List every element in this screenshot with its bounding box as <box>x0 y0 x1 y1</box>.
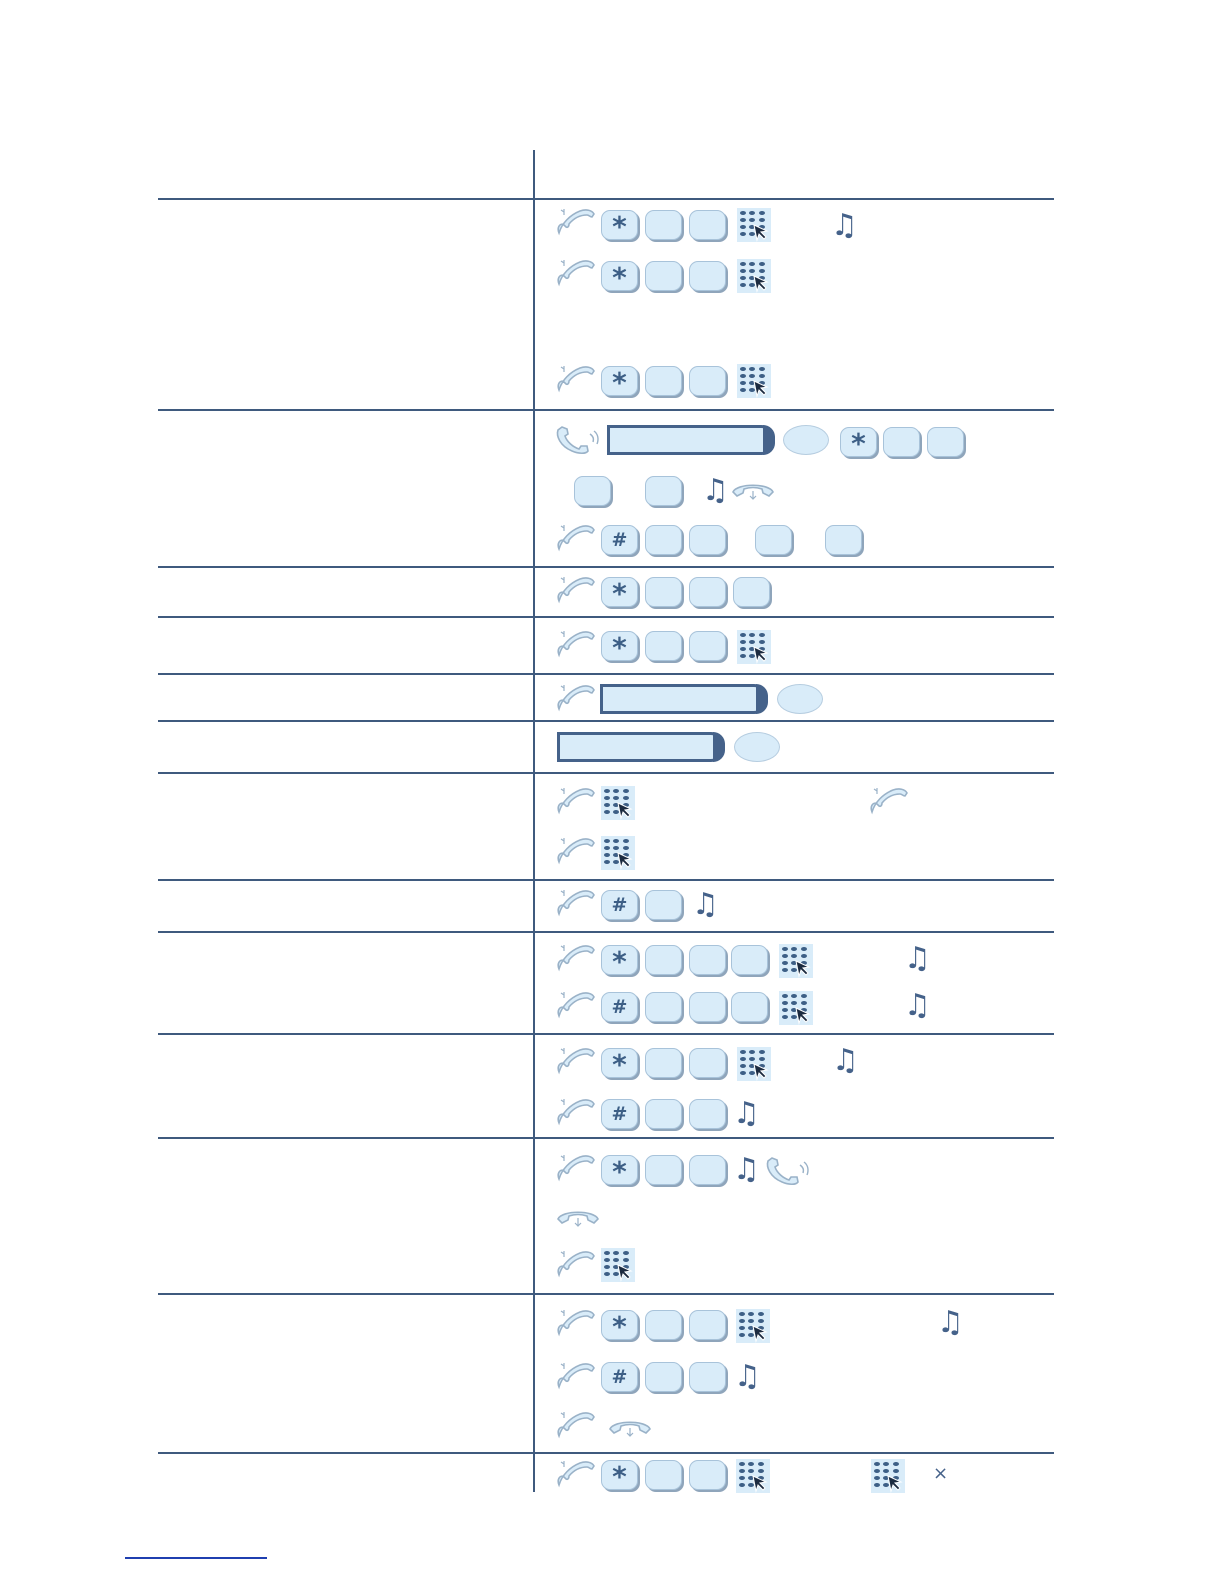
handset-lift-icon <box>556 1410 596 1442</box>
row-divider <box>158 1033 1054 1035</box>
digit-key <box>731 945 768 975</box>
handset-lift-icon <box>556 990 596 1022</box>
display-field <box>607 425 775 455</box>
star-key: * <box>601 945 638 975</box>
digit-key <box>689 1048 726 1078</box>
row-divider <box>158 931 1054 933</box>
display-field <box>557 732 725 762</box>
handset-hangup-icon <box>556 1205 600 1229</box>
star-key: * <box>601 261 638 291</box>
tone-note-icon: ♫ <box>733 1096 760 1131</box>
row-divider <box>158 409 1054 411</box>
tone-note-icon: ♫ <box>832 1043 859 1078</box>
digit-key <box>645 992 682 1022</box>
tone-note-icon: ♫ <box>904 988 931 1023</box>
footer-link-underline <box>125 1557 267 1559</box>
row-divider <box>158 1137 1054 1139</box>
star-key: * <box>840 427 877 457</box>
keypad-dial-icon <box>601 786 635 820</box>
handset-lift-icon <box>556 1249 596 1281</box>
handset-ringing-icon <box>554 424 602 456</box>
tone-note-icon: ♫ <box>904 941 931 976</box>
digit-key <box>645 366 682 396</box>
column-divider <box>533 150 535 1492</box>
keypad-dial-icon <box>737 1047 771 1081</box>
digit-key <box>689 1099 726 1129</box>
digit-key <box>645 1155 682 1185</box>
digit-key <box>645 476 682 506</box>
keypad-dial-icon <box>601 1248 635 1282</box>
star-key: * <box>601 366 638 396</box>
handset-hangup-icon <box>731 478 775 502</box>
handset-lift-icon <box>556 836 596 868</box>
display-field <box>600 684 768 714</box>
keypad-dial-icon <box>737 630 771 664</box>
digit-key <box>883 427 920 457</box>
row-divider <box>158 616 1054 618</box>
digit-key <box>645 1048 682 1078</box>
handset-lift-icon <box>556 575 596 607</box>
star-key: * <box>601 1460 638 1490</box>
star-key: * <box>601 1048 638 1078</box>
digit-key <box>731 992 768 1022</box>
digit-key <box>755 525 792 555</box>
keypad-dial-icon <box>737 364 771 398</box>
row-divider <box>158 772 1054 774</box>
handset-lift-icon <box>556 888 596 920</box>
star-key: * <box>601 210 638 240</box>
digit-key <box>574 476 611 506</box>
digit-key <box>733 577 770 607</box>
hash-key: # <box>601 1362 638 1392</box>
keypad-dial-icon <box>779 944 813 978</box>
handset-lift-icon <box>556 786 596 818</box>
digit-key <box>825 525 862 555</box>
handset-lift-icon <box>556 683 596 715</box>
digit-key <box>645 261 682 291</box>
star-key: * <box>601 577 638 607</box>
hash-key: # <box>601 992 638 1022</box>
handset-lift-icon <box>556 1459 596 1491</box>
keypad-dial-icon <box>601 836 635 870</box>
handset-lift-icon <box>556 1308 596 1340</box>
digit-key <box>689 261 726 291</box>
handset-lift-icon <box>556 364 596 396</box>
row-divider <box>158 1452 1054 1454</box>
digit-key <box>645 577 682 607</box>
digit-key <box>645 1310 682 1340</box>
digit-key <box>689 1362 726 1392</box>
row-divider <box>158 720 1054 722</box>
row-divider <box>158 1293 1054 1295</box>
handset-lift-icon <box>556 207 596 239</box>
keypad-dial-icon <box>779 991 813 1025</box>
keypad-dial-icon <box>737 208 771 242</box>
digit-key <box>689 945 726 975</box>
digit-key <box>689 210 726 240</box>
handset-lift-icon <box>556 943 596 975</box>
digit-key <box>645 945 682 975</box>
digit-key <box>645 525 682 555</box>
row-divider <box>158 673 1054 675</box>
digit-key <box>645 631 682 661</box>
handset-lift-icon <box>556 1153 596 1185</box>
handset-lift-icon <box>556 1097 596 1129</box>
digit-key <box>689 366 726 396</box>
digit-key <box>689 992 726 1022</box>
digit-key <box>927 427 964 457</box>
handset-lift-icon <box>556 523 596 555</box>
digit-key <box>689 1155 726 1185</box>
keypad-dial-icon <box>736 1309 770 1343</box>
digit-key <box>645 890 682 920</box>
hash-key: # <box>601 1099 638 1129</box>
keypad-dial-icon <box>871 1459 905 1493</box>
tone-note-icon: ♫ <box>733 1152 760 1187</box>
digit-key <box>689 631 726 661</box>
hash-key: # <box>601 525 638 555</box>
cross-icon: × <box>933 1463 949 1484</box>
digit-key <box>689 1460 726 1490</box>
function-key-oval <box>777 684 823 714</box>
digit-key <box>689 1310 726 1340</box>
star-key: * <box>601 1310 638 1340</box>
star-key: * <box>601 631 638 661</box>
digit-key <box>689 577 726 607</box>
function-key-oval <box>783 425 829 455</box>
handset-lift-icon <box>556 629 596 661</box>
tone-note-icon: ♫ <box>937 1305 964 1340</box>
digit-key <box>645 1099 682 1129</box>
row-divider <box>158 198 1054 200</box>
function-key-oval <box>734 732 780 762</box>
tone-note-icon: ♫ <box>702 473 729 508</box>
digit-key <box>689 525 726 555</box>
handset-lift-icon <box>556 258 596 290</box>
digit-key <box>645 210 682 240</box>
keypad-dial-icon <box>736 1459 770 1493</box>
tone-note-icon: ♫ <box>692 887 719 922</box>
hash-key: # <box>601 890 638 920</box>
tone-note-icon: ♫ <box>734 1359 761 1394</box>
row-divider <box>158 566 1054 568</box>
handset-ringing-icon <box>764 1155 812 1187</box>
handset-lift-icon <box>556 1046 596 1078</box>
row-divider <box>158 879 1054 881</box>
handset-lift-icon <box>869 786 909 818</box>
tone-note-icon: ♫ <box>831 208 858 243</box>
handset-lift-icon <box>556 1361 596 1393</box>
digit-key <box>645 1460 682 1490</box>
digit-key <box>645 1362 682 1392</box>
handset-hangup-icon <box>608 1415 652 1439</box>
star-key: * <box>601 1155 638 1185</box>
keypad-dial-icon <box>737 259 771 293</box>
